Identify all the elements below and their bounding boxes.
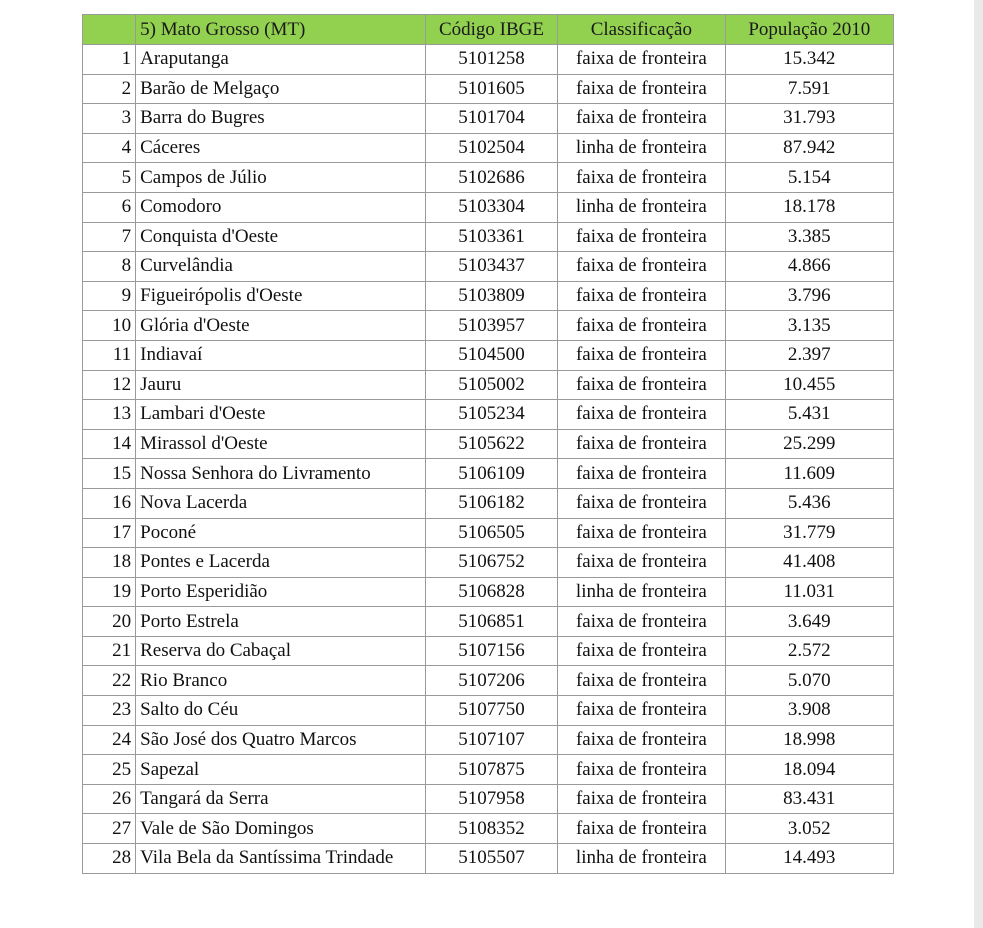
table-row xyxy=(83,488,894,518)
row-number: 16 xyxy=(83,488,136,518)
municipality-name: Barão de Melgaço xyxy=(136,74,426,104)
table-row xyxy=(83,340,894,370)
ibge-code: 5106828 xyxy=(425,577,557,607)
table-row xyxy=(83,814,894,844)
ibge-code: 5103957 xyxy=(425,311,557,341)
population: 14.493 xyxy=(725,844,893,874)
classification: faixa de fronteira xyxy=(558,74,725,104)
ibge-code: 5107156 xyxy=(425,636,557,666)
classification: linha de fronteira xyxy=(558,133,725,163)
municipality-name: Conquista d'Oeste xyxy=(136,222,426,252)
population: 2.397 xyxy=(725,340,893,370)
population: 15.342 xyxy=(725,45,893,75)
table-row xyxy=(83,577,894,607)
header-state-name: 5) Mato Grosso (MT) xyxy=(136,15,426,45)
municipality-name: Nossa Senhora do Livramento xyxy=(136,459,426,489)
municipality-name: Comodoro xyxy=(136,192,426,222)
population: 18.094 xyxy=(725,755,893,785)
classification: faixa de fronteira xyxy=(558,340,725,370)
municipality-name: Araputanga xyxy=(136,45,426,75)
population: 3.385 xyxy=(725,222,893,252)
table-row xyxy=(83,45,894,75)
row-number: 19 xyxy=(83,577,136,607)
municipality-name: Mirassol d'Oeste xyxy=(136,429,426,459)
municipality-name: Nova Lacerda xyxy=(136,488,426,518)
population: 7.591 xyxy=(725,74,893,104)
row-number: 23 xyxy=(83,696,136,726)
classification: faixa de fronteira xyxy=(558,370,725,400)
population: 11.031 xyxy=(725,577,893,607)
ibge-code: 5103809 xyxy=(425,281,557,311)
population: 87.942 xyxy=(725,133,893,163)
table-row xyxy=(83,755,894,785)
table-row xyxy=(83,636,894,666)
row-number: 26 xyxy=(83,784,136,814)
classification: faixa de fronteira xyxy=(558,666,725,696)
classification: linha de fronteira xyxy=(558,577,725,607)
ibge-code: 5103437 xyxy=(425,252,557,282)
row-number: 24 xyxy=(83,725,136,755)
municipality-name: Porto Esperidião xyxy=(136,577,426,607)
ibge-code: 5108352 xyxy=(425,814,557,844)
population: 31.793 xyxy=(725,104,893,134)
table-row xyxy=(83,400,894,430)
row-number: 9 xyxy=(83,281,136,311)
municipality-name: Vale de São Domingos xyxy=(136,814,426,844)
population: 2.572 xyxy=(725,636,893,666)
population: 4.866 xyxy=(725,252,893,282)
header-number xyxy=(83,15,136,45)
classification: faixa de fronteira xyxy=(558,252,725,282)
table-row xyxy=(83,311,894,341)
row-number: 5 xyxy=(83,163,136,193)
classification: faixa de fronteira xyxy=(558,281,725,311)
table-row xyxy=(83,429,894,459)
population: 5.436 xyxy=(725,488,893,518)
ibge-code: 5107206 xyxy=(425,666,557,696)
ibge-code: 5105507 xyxy=(425,844,557,874)
row-number: 21 xyxy=(83,636,136,666)
ibge-code: 5105234 xyxy=(425,400,557,430)
municipality-name: Cáceres xyxy=(136,133,426,163)
header-classification: Classificação xyxy=(558,15,725,45)
classification: faixa de fronteira xyxy=(558,784,725,814)
municipality-name: Figueirópolis d'Oeste xyxy=(136,281,426,311)
table-row xyxy=(83,281,894,311)
row-number: 14 xyxy=(83,429,136,459)
classification: faixa de fronteira xyxy=(558,636,725,666)
municipality-name: Tangará da Serra xyxy=(136,784,426,814)
row-number: 6 xyxy=(83,192,136,222)
municipality-name: Lambari d'Oeste xyxy=(136,400,426,430)
row-number: 25 xyxy=(83,755,136,785)
row-number: 7 xyxy=(83,222,136,252)
population: 83.431 xyxy=(725,784,893,814)
population: 3.908 xyxy=(725,696,893,726)
ibge-code: 5106182 xyxy=(425,488,557,518)
classification: faixa de fronteira xyxy=(558,429,725,459)
row-number: 8 xyxy=(83,252,136,282)
classification: faixa de fronteira xyxy=(558,696,725,726)
row-number: 1 xyxy=(83,45,136,75)
ibge-code: 5101704 xyxy=(425,104,557,134)
municipality-name: Poconé xyxy=(136,518,426,548)
ibge-code: 5103361 xyxy=(425,222,557,252)
row-number: 2 xyxy=(83,74,136,104)
classification: faixa de fronteira xyxy=(558,400,725,430)
ibge-code: 5106752 xyxy=(425,548,557,578)
ibge-code: 5102686 xyxy=(425,163,557,193)
classification: faixa de fronteira xyxy=(558,45,725,75)
table-row xyxy=(83,222,894,252)
ibge-code: 5104500 xyxy=(425,340,557,370)
municipality-name: São José dos Quatro Marcos xyxy=(136,725,426,755)
table-row xyxy=(83,548,894,578)
population: 3.052 xyxy=(725,814,893,844)
ibge-code: 5107958 xyxy=(425,784,557,814)
row-number: 28 xyxy=(83,844,136,874)
classification: faixa de fronteira xyxy=(558,311,725,341)
population: 3.649 xyxy=(725,607,893,637)
classification: faixa de fronteira xyxy=(558,607,725,637)
row-number: 10 xyxy=(83,311,136,341)
population: 3.796 xyxy=(725,281,893,311)
classification: faixa de fronteira xyxy=(558,518,725,548)
table-row xyxy=(83,666,894,696)
municipality-name: Porto Estrela xyxy=(136,607,426,637)
ibge-code: 5102504 xyxy=(425,133,557,163)
classification: faixa de fronteira xyxy=(558,755,725,785)
population: 5.070 xyxy=(725,666,893,696)
classification: faixa de fronteira xyxy=(558,104,725,134)
row-number: 4 xyxy=(83,133,136,163)
table-row xyxy=(83,252,894,282)
population: 31.779 xyxy=(725,518,893,548)
population: 18.998 xyxy=(725,725,893,755)
table-row xyxy=(83,518,894,548)
ibge-code: 5106109 xyxy=(425,459,557,489)
municipalities-table xyxy=(82,14,894,874)
municipality-name: Vila Bela da Santíssima Trindade xyxy=(136,844,426,874)
ibge-code: 5107107 xyxy=(425,725,557,755)
population: 41.408 xyxy=(725,548,893,578)
municipality-name: Salto do Céu xyxy=(136,696,426,726)
municipality-name: Glória d'Oeste xyxy=(136,311,426,341)
row-number: 3 xyxy=(83,104,136,134)
municipality-name: Reserva do Cabaçal xyxy=(136,636,426,666)
municipality-name: Curvelândia xyxy=(136,252,426,282)
municipality-name: Indiavaí xyxy=(136,340,426,370)
ibge-code: 5101605 xyxy=(425,74,557,104)
table-row xyxy=(83,784,894,814)
table-body xyxy=(83,45,894,874)
table-row xyxy=(83,192,894,222)
table-row xyxy=(83,725,894,755)
table-row xyxy=(83,844,894,874)
municipality-name: Rio Branco xyxy=(136,666,426,696)
municipality-name: Barra do Bugres xyxy=(136,104,426,134)
population: 3.135 xyxy=(725,311,893,341)
classification: linha de fronteira xyxy=(558,844,725,874)
ibge-code: 5106851 xyxy=(425,607,557,637)
header-row xyxy=(83,15,894,45)
row-number: 12 xyxy=(83,370,136,400)
population: 25.299 xyxy=(725,429,893,459)
ibge-code: 5107750 xyxy=(425,696,557,726)
ibge-code: 5107875 xyxy=(425,755,557,785)
population: 10.455 xyxy=(725,370,893,400)
table-row xyxy=(83,370,894,400)
ibge-code: 5105002 xyxy=(425,370,557,400)
row-number: 17 xyxy=(83,518,136,548)
municipality-name: Sapezal xyxy=(136,755,426,785)
ibge-code: 5105622 xyxy=(425,429,557,459)
table-row xyxy=(83,696,894,726)
table-row xyxy=(83,104,894,134)
row-number: 13 xyxy=(83,400,136,430)
row-number: 11 xyxy=(83,340,136,370)
classification: faixa de fronteira xyxy=(558,548,725,578)
ibge-code: 5103304 xyxy=(425,192,557,222)
row-number: 18 xyxy=(83,548,136,578)
population: 5.431 xyxy=(725,400,893,430)
classification: faixa de fronteira xyxy=(558,163,725,193)
classification: faixa de fronteira xyxy=(558,725,725,755)
table-header xyxy=(83,15,894,45)
row-number: 15 xyxy=(83,459,136,489)
classification: faixa de fronteira xyxy=(558,459,725,489)
classification: faixa de fronteira xyxy=(558,814,725,844)
header-population: População 2010 xyxy=(725,15,893,45)
classification: faixa de fronteira xyxy=(558,488,725,518)
classification: linha de fronteira xyxy=(558,192,725,222)
table-row xyxy=(83,133,894,163)
row-number: 22 xyxy=(83,666,136,696)
ibge-code: 5106505 xyxy=(425,518,557,548)
population: 18.178 xyxy=(725,192,893,222)
row-number: 20 xyxy=(83,607,136,637)
table-row xyxy=(83,163,894,193)
population: 5.154 xyxy=(725,163,893,193)
municipality-name: Campos de Júlio xyxy=(136,163,426,193)
municipality-name: Pontes e Lacerda xyxy=(136,548,426,578)
classification: faixa de fronteira xyxy=(558,222,725,252)
row-number: 27 xyxy=(83,814,136,844)
table-row xyxy=(83,607,894,637)
ibge-code: 5101258 xyxy=(425,45,557,75)
header-ibge-code: Código IBGE xyxy=(425,15,557,45)
table-row xyxy=(83,74,894,104)
population: 11.609 xyxy=(725,459,893,489)
table-row xyxy=(83,459,894,489)
municipality-name: Jauru xyxy=(136,370,426,400)
page-edge-shadow xyxy=(974,0,983,928)
